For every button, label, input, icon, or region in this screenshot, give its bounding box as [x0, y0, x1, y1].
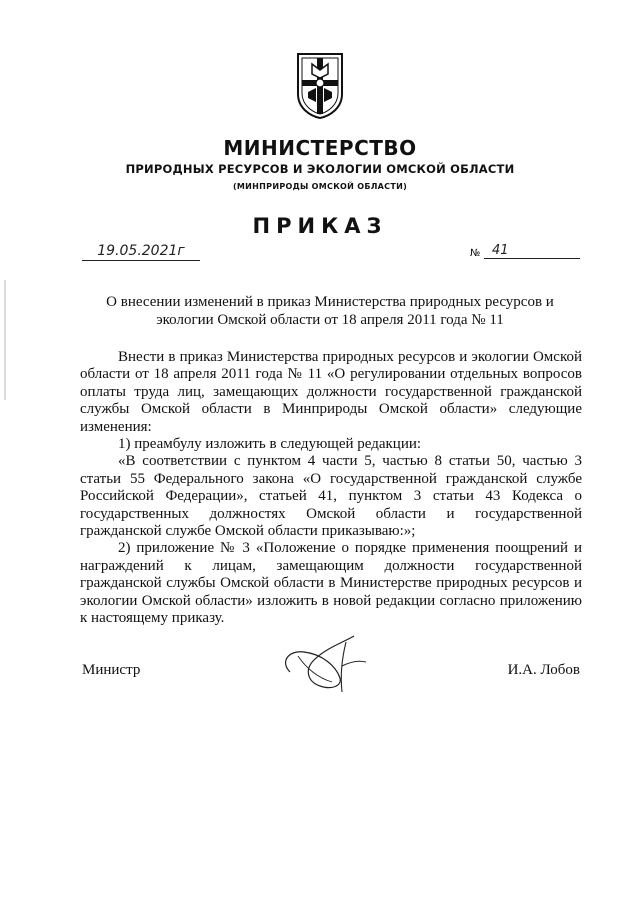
signer-position: Министр [82, 662, 141, 678]
date-field: 19.05.2021г [82, 242, 200, 261]
body-paragraph-item-2: 2) приложение № 3 «Положение о порядке применения поощрений и награждений к лицам, замещающим должности государственной гражданской службы Омской области в Министерстве природных ресурсов и экологии Омской области» изложить в новой редакции согласно приложению к настоящему приказу. [80, 540, 582, 627]
body-paragraph-intro: Внести в приказ Министерства природных ресурсов и экологии Омской области от 18 апреля 2011 года № 11 «О регулировании отдельных вопросов оплаты труда лиц, замещающих должности государственной гражданской службы Омской области в Минприроды Омской области» следующие изменения: [80, 349, 582, 435]
body-paragraph-preamble: «В соответствии с пунктом 4 части 5, частью 8 статьи 50, частью 3 статьи 55 Федерального закона «О государственной гражданской службе Российской Федерации», статьей 41, пунктом 3 статьи 43 Кодекса о государственных должностях Омской области и государственной гражданской службе Омской области приказываю:»; [80, 453, 582, 540]
signer-name: И.А. Лобов [507, 662, 580, 678]
coat-of-arms-emblem [294, 50, 346, 120]
number-label: № [470, 248, 481, 259]
margin-mark [4, 280, 6, 400]
ministry-title: МИНИСТЕРСТВО [223, 136, 417, 160]
handwritten-signature [270, 622, 380, 702]
body-paragraph-item-1: 1) преамбулу изложить в следующей редакции: [118, 436, 422, 453]
document-body [80, 349, 582, 628]
ministry-abbreviation: (МИНПРИРОДЫ ОМСКОЙ ОБЛАСТИ) [232, 182, 408, 191]
ministry-subtitle: ПРИРОДНЫХ РЕСУРСОВ И ЭКОЛОГИИ ОМСКОЙ ОБЛАСТИ [125, 162, 515, 176]
number-field: 41 [484, 242, 580, 259]
document-type-title: ПРИКАЗ [252, 214, 388, 238]
document-subject: О внесении изменений в приказ Министерства природных ресурсов и экологии Омской области от 18 апреля 2011 года № 11 [106, 294, 554, 328]
